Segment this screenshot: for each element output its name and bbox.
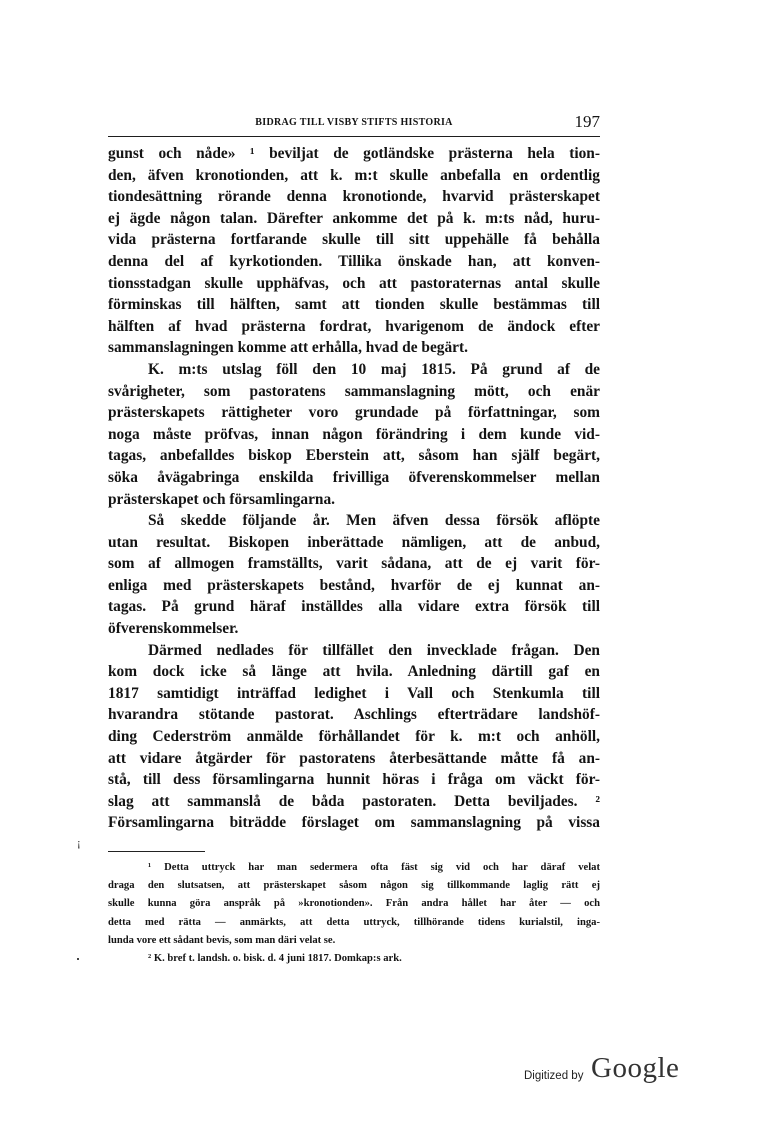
text-line: kom dock icke så länge att hvila. Anledning därtill gaf en xyxy=(108,663,600,681)
watermark-prefix: Digitized by xyxy=(524,1070,584,1082)
text-line: Så skedde följande år. Men äfven dessa försök aflöpte xyxy=(148,512,600,530)
text-line: hvarandra stötande pastorat. Aschlings efterträdare landshöf- xyxy=(108,706,600,724)
text-line: söka åvägabringa enskilda frivilliga öfverenskommelser mellan xyxy=(108,468,600,486)
body-text xyxy=(108,143,600,834)
text-line: gunst och nåde» ¹ beviljat de gotländske prästerna hela tion- xyxy=(108,145,600,162)
footnote-line: skulle kunna göra anspråk på »kronotionden». Från andra hållet har åter — och xyxy=(108,898,600,910)
text-line: hälften af hvad prästerna fordrat, hvarigenom de ändock efter xyxy=(108,317,600,335)
running-header xyxy=(108,112,600,137)
text-line: Därmed nedlades för tillfället den invecklade frågan. Den xyxy=(148,641,600,659)
text-line: slag att sammanslå de båda pastoraten. Detta beviljades. ² xyxy=(108,792,600,810)
footnote-line: detta med rätta — anmärkts, att detta uttryck, tillhörande tidens kurialstil, inga- xyxy=(108,916,600,928)
text-line: 1817 samtidigt inträffad ledighet i Vall och Stenkumla till xyxy=(108,684,600,702)
text-line: utan resultat. Biskopen inberättade nämligen, att de anbud, xyxy=(108,533,600,551)
text-line: Församlingarna biträdde förslaget om sammanslagning på vissa xyxy=(108,814,600,832)
margin-dot xyxy=(77,958,79,960)
text-line: tagas, anbefalldes biskop Eberstein att, såsom han själf begärt, xyxy=(108,447,600,465)
text-line: K. m:ts utslag föll den 10 maj 1815. På grund af de xyxy=(148,360,600,378)
footnote-rule xyxy=(108,851,205,852)
page-number: 197 xyxy=(574,112,600,131)
text-line: stå, till dess församlingarna hunnit höras i fråga om väckt för- xyxy=(108,771,600,789)
text-line: sammanslagningen komme att erhålla, hvad de begärt. xyxy=(108,339,468,357)
google-logo: Google xyxy=(591,1052,680,1084)
text-line: att vidare åtgärder för pastoratens återbesättande måtte få an- xyxy=(108,749,600,767)
text-line: prästerskapet och församlingarna. xyxy=(108,490,335,508)
text-line: svårigheter, som pastoratens sammanslagning mött, och enär xyxy=(108,382,600,400)
text-line: ej ägde någon talan. Därefter ankomme det på k. m:ts nåd, huru- xyxy=(108,209,600,227)
text-line: förminskas till hälften, samt att tionden skulle bestämmas till xyxy=(108,296,600,314)
text-line: tionsstadgan skulle upphäfvas, och att pastoraternas antal skulle xyxy=(108,274,600,292)
text-line: ding Cederström anmälde förhållandet för k. m:t och anhöll, xyxy=(108,728,600,746)
footnote-line: ² K. bref t. landsh. o. bisk. d. 4 juni 1817. Domkap:s ark. xyxy=(148,952,402,964)
text-line: den, äfven kronotionden, att k. m:t skulle anbefalla en ordentlig xyxy=(108,166,600,184)
footnote-line: draga den slutsatsen, att prästerskapet såsom någon sig tillkommande laglig rätt ej xyxy=(108,880,600,892)
google-watermark xyxy=(524,1052,686,1090)
text-line: tiondesättning rörande denna kronotionde, hvarvid prästerskapet xyxy=(108,188,600,206)
footnote-line: lunda vore ett sådant bevis, som man däri velat se. xyxy=(108,934,336,946)
running-title: BIDRAG TILL VISBY STIFTS HISTORIA xyxy=(255,117,453,128)
text-line: prästerskapets rättigheter voro grundade på författningar, som xyxy=(108,404,600,422)
text-line: öfverenskommelser. xyxy=(108,620,239,638)
text-line: noga måste pröfvas, innan någon förändring i dem kunde vid- xyxy=(108,425,600,443)
text-line: enliga med prästerskapets bestånd, hvarför de ej kunnat an- xyxy=(108,576,600,594)
text-line: vida prästerna fortfarande skulle till sitt uppehälle få behålla xyxy=(108,231,600,249)
footnotes xyxy=(108,859,600,968)
text-line: denna del af kyrkotionden. Tillika önskade han, att konven- xyxy=(108,252,600,270)
text-line: som af allmogen framställts, varit sådana, att de ej varit för- xyxy=(108,555,600,573)
footnote-line: ¹ Detta uttryck har man sedermera ofta fäst sig vid och har däraf velat xyxy=(148,862,600,873)
text-line: tagas. På grund häraf inställdes alla vidare extra försök till xyxy=(108,598,600,616)
margin-mark: ¡ xyxy=(77,837,81,849)
